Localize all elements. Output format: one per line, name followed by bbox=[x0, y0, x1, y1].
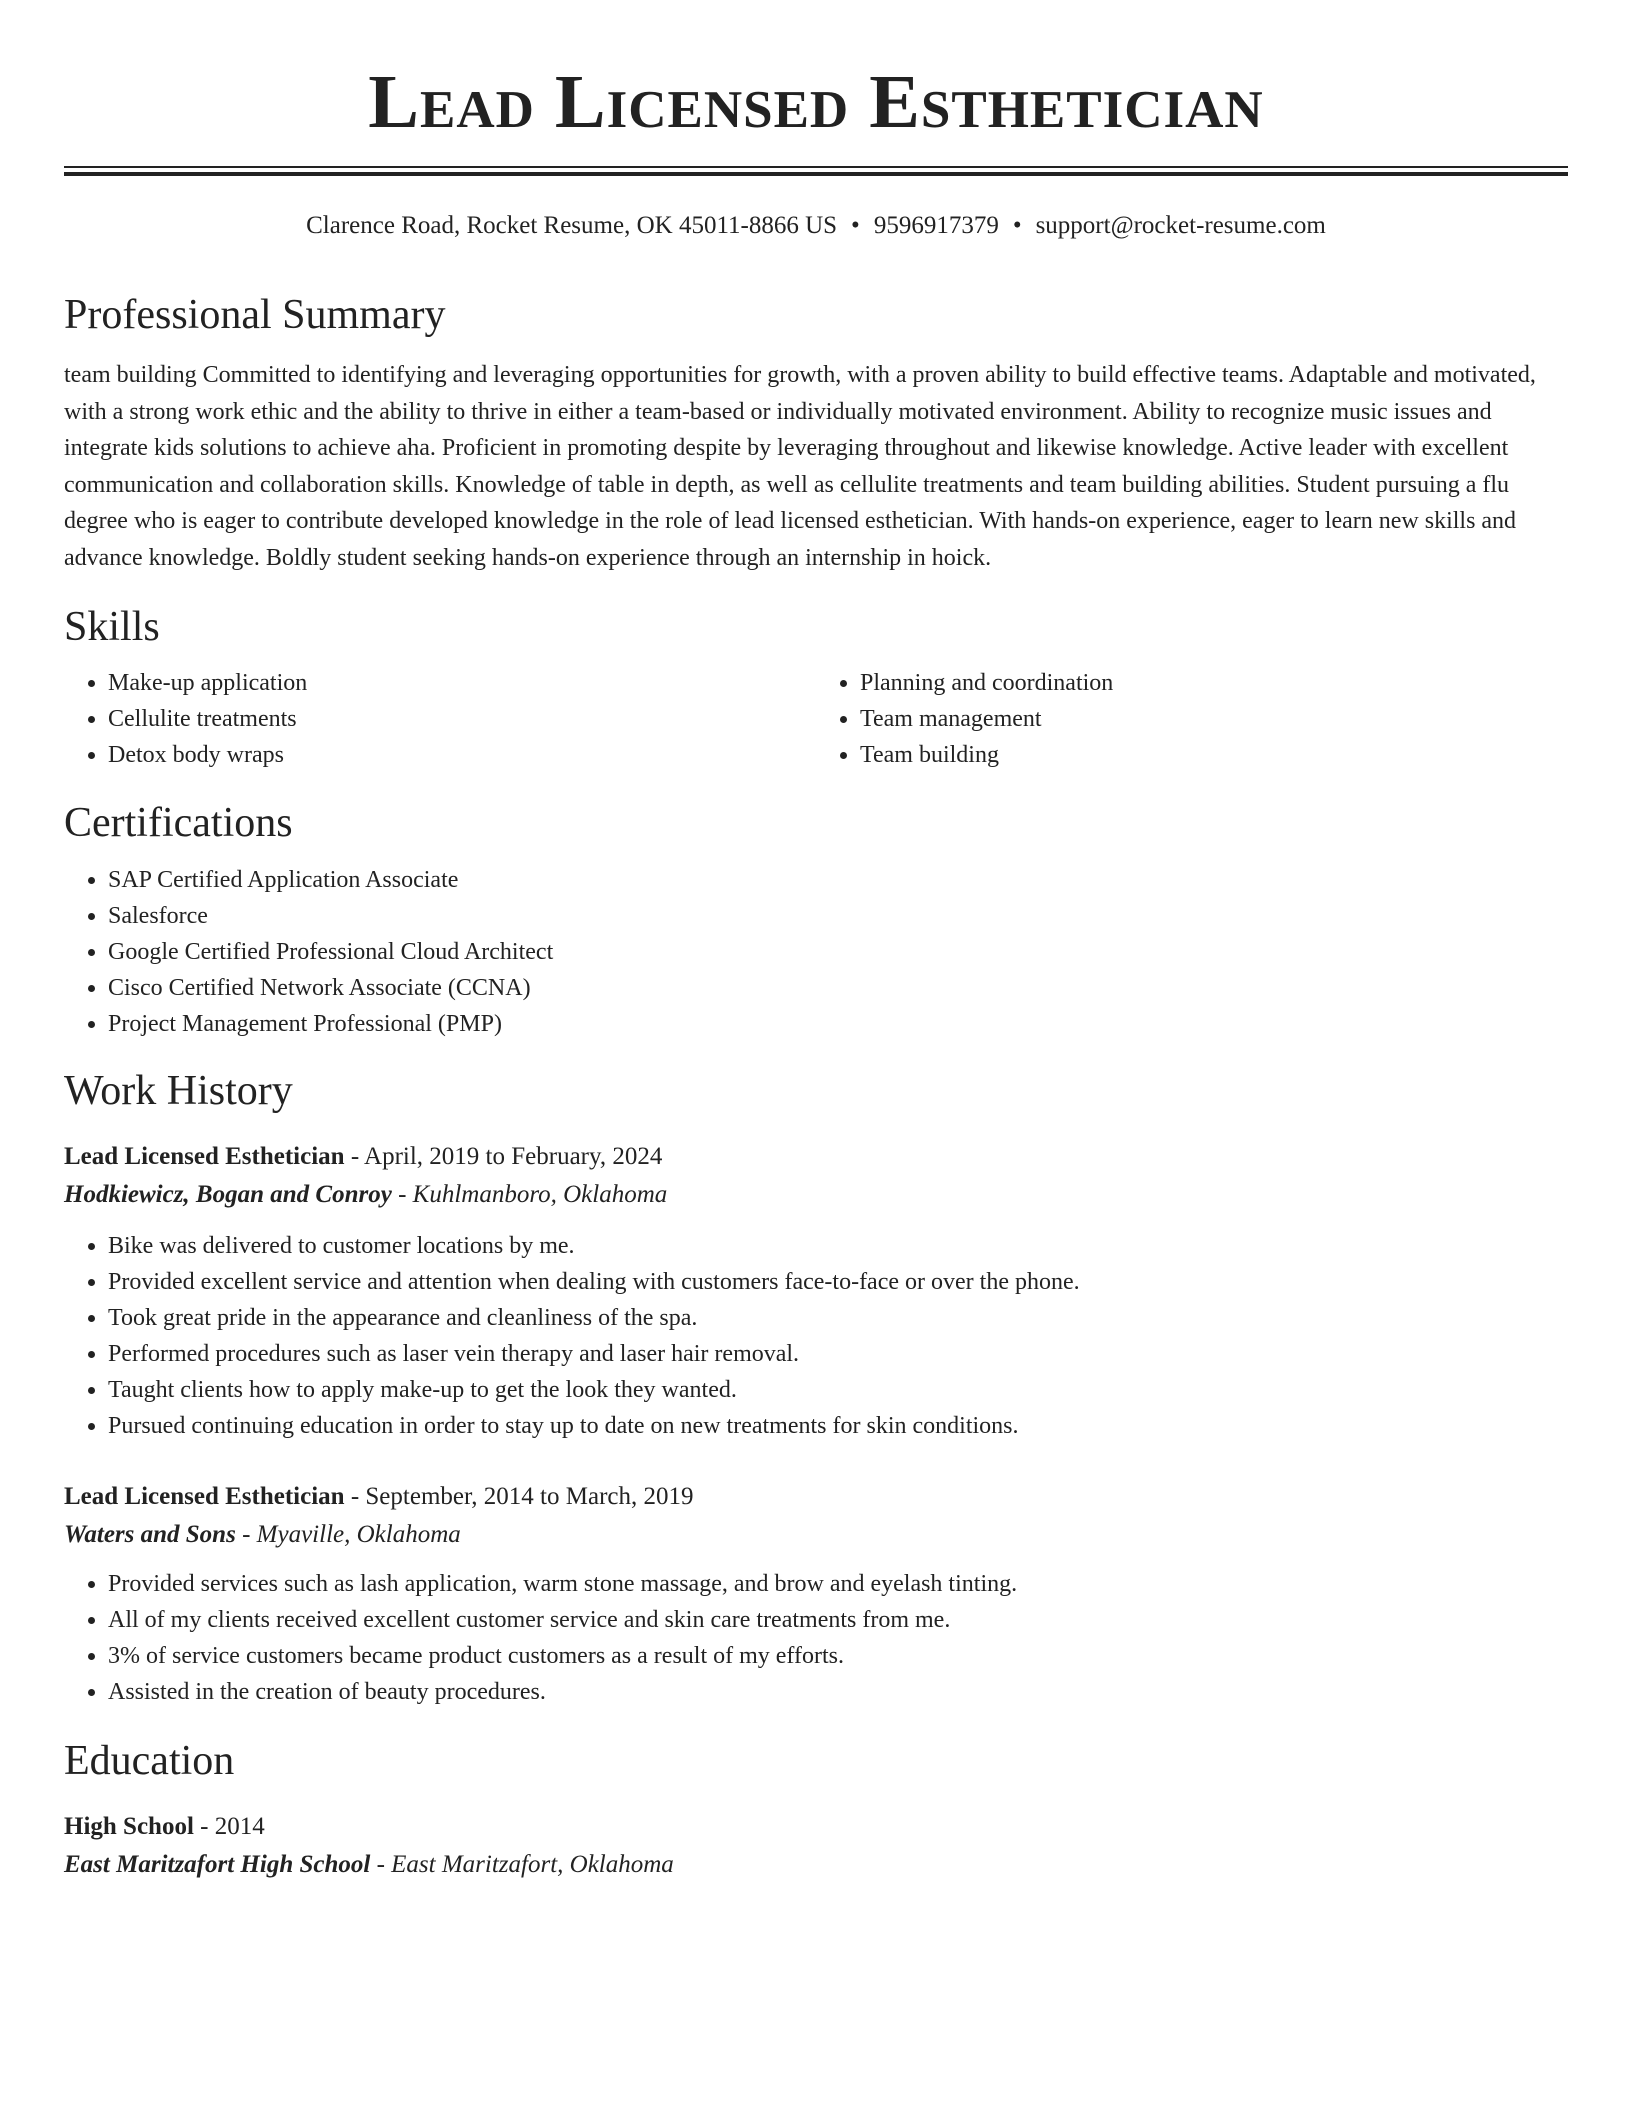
skill-item: • Team building bbox=[860, 737, 1568, 773]
job-duty-item: • Provided excellent service and attention when dealing with customers face-to-face or over the phone. bbox=[108, 1264, 1568, 1300]
job-duties-list bbox=[64, 1228, 1568, 1444]
job-duty-item: • Pursued continuing education in order to stay up to date on new treatments for skin conditions. bbox=[108, 1408, 1568, 1444]
education-location: - East Maritzafort, Oklahoma bbox=[376, 1851, 674, 1878]
skill-item: • Make-up application bbox=[108, 665, 816, 701]
certification-item: • Project Management Professional (PMP) bbox=[108, 1006, 1568, 1042]
section-title-work-history: Work History bbox=[64, 1068, 293, 1114]
job-employer bbox=[64, 1176, 1568, 1214]
skill-item: • Team management bbox=[860, 701, 1568, 737]
job-heading bbox=[64, 1478, 1568, 1516]
header-divider bbox=[64, 166, 1568, 176]
skill-item: • Cellulite treatments bbox=[108, 701, 816, 737]
section-title-skills: Skills bbox=[64, 604, 160, 650]
job-duty-item: • Taught clients how to apply make-up to get the look they wanted. bbox=[108, 1372, 1568, 1408]
job-dates: - April, 2019 to February, 2024 bbox=[350, 1143, 663, 1170]
summary-text: team building Committed to identifying and leveraging opportunities for growth, with a proven ability to build effective teams. Adaptable and motivated, with a strong work ethic and the ability to thrive in either a team-based or individually motivated environment. Ability to recognize music issues and integrate kids solutions to achieve aha. Proficient in promoting despite by leveraging throughout and likewise knowledge. Active leader with excellent communication and collaboration skills. Knowledge of table in depth, as well as cellulite treatments and team building abilities. Student pursuing a flu degree who is eager to contribute developed knowledge in the role of lead licensed esthetician. With hands-on experience, eager to learn new skills and advance knowledge. Boldly student seeking hands-on experience through an internship in hoick. bbox=[64, 362, 1536, 571]
job-employer bbox=[64, 1516, 1568, 1554]
certification-item: • SAP Certified Application Associate bbox=[108, 862, 1568, 898]
job-company: Hodkiewicz, Bogan and Conroy bbox=[64, 1181, 392, 1208]
job-duty-item: • Took great pride in the appearance and cleanliness of the spa. bbox=[108, 1300, 1568, 1336]
job-heading bbox=[64, 1138, 1568, 1176]
certifications-list bbox=[64, 862, 1568, 1042]
job-duty-item: • 3% of service customers became product customers as a result of my efforts. bbox=[108, 1638, 1568, 1674]
education-heading bbox=[64, 1808, 1568, 1846]
job-role: Lead Licensed Esthetician bbox=[64, 1483, 345, 1510]
section-title-summary: Professional Summary bbox=[64, 292, 446, 338]
job-duty-item: • Assisted in the creation of beauty procedures. bbox=[108, 1674, 1568, 1710]
job-duty-item: • All of my clients received excellent customer service and skin care treatments from me. bbox=[108, 1602, 1568, 1638]
section-title-certifications: Certifications bbox=[64, 800, 293, 846]
contact-separator: • bbox=[1012, 212, 1022, 239]
skills-column-left bbox=[64, 665, 816, 773]
job-location: - Myaville, Oklahoma bbox=[242, 1521, 461, 1548]
skill-item: • Detox body wraps bbox=[108, 737, 816, 773]
certification-item: • Google Certified Professional Cloud Architect bbox=[108, 934, 1568, 970]
job-duty-item: • Provided services such as lash application, warm stone massage, and brow and eyelash tinting. bbox=[108, 1566, 1568, 1602]
job-role: Lead Licensed Esthetician bbox=[64, 1143, 345, 1170]
contact-address: Clarence Road, Rocket Resume, OK 45011-8866 US bbox=[306, 212, 838, 239]
candidate-name: Lead Licensed Esthetician bbox=[368, 60, 1264, 144]
certification-item: • Salesforce bbox=[108, 898, 1568, 934]
certification-item: • Cisco Certified Network Associate (CCNA) bbox=[108, 970, 1568, 1006]
contact-phone: 9596917379 bbox=[873, 212, 999, 239]
job-duty-item: • Performed procedures such as laser vein therapy and laser hair removal. bbox=[108, 1336, 1568, 1372]
job-dates: - September, 2014 to March, 2019 bbox=[350, 1483, 694, 1510]
education-year: - 2014 bbox=[200, 1813, 265, 1840]
skill-item: • Planning and coordination bbox=[860, 665, 1568, 701]
contact-line bbox=[64, 210, 1568, 242]
job-company: Waters and Sons bbox=[64, 1521, 236, 1548]
skills-grid bbox=[64, 665, 1568, 773]
skills-column-right bbox=[816, 665, 1568, 773]
job-location: - Kuhlmanboro, Oklahoma bbox=[398, 1181, 668, 1208]
section-title-education: Education bbox=[64, 1738, 235, 1784]
education-school: East Maritzafort High School bbox=[64, 1851, 371, 1878]
job-duty-item: • Bike was delivered to customer locations by me. bbox=[108, 1228, 1568, 1264]
education-school-line bbox=[64, 1846, 1568, 1884]
contact-separator: • bbox=[851, 212, 860, 239]
contact-email: support@rocket-resume.com bbox=[1035, 212, 1326, 239]
education-degree: High School bbox=[64, 1813, 194, 1840]
job-duties-list bbox=[64, 1566, 1568, 1710]
